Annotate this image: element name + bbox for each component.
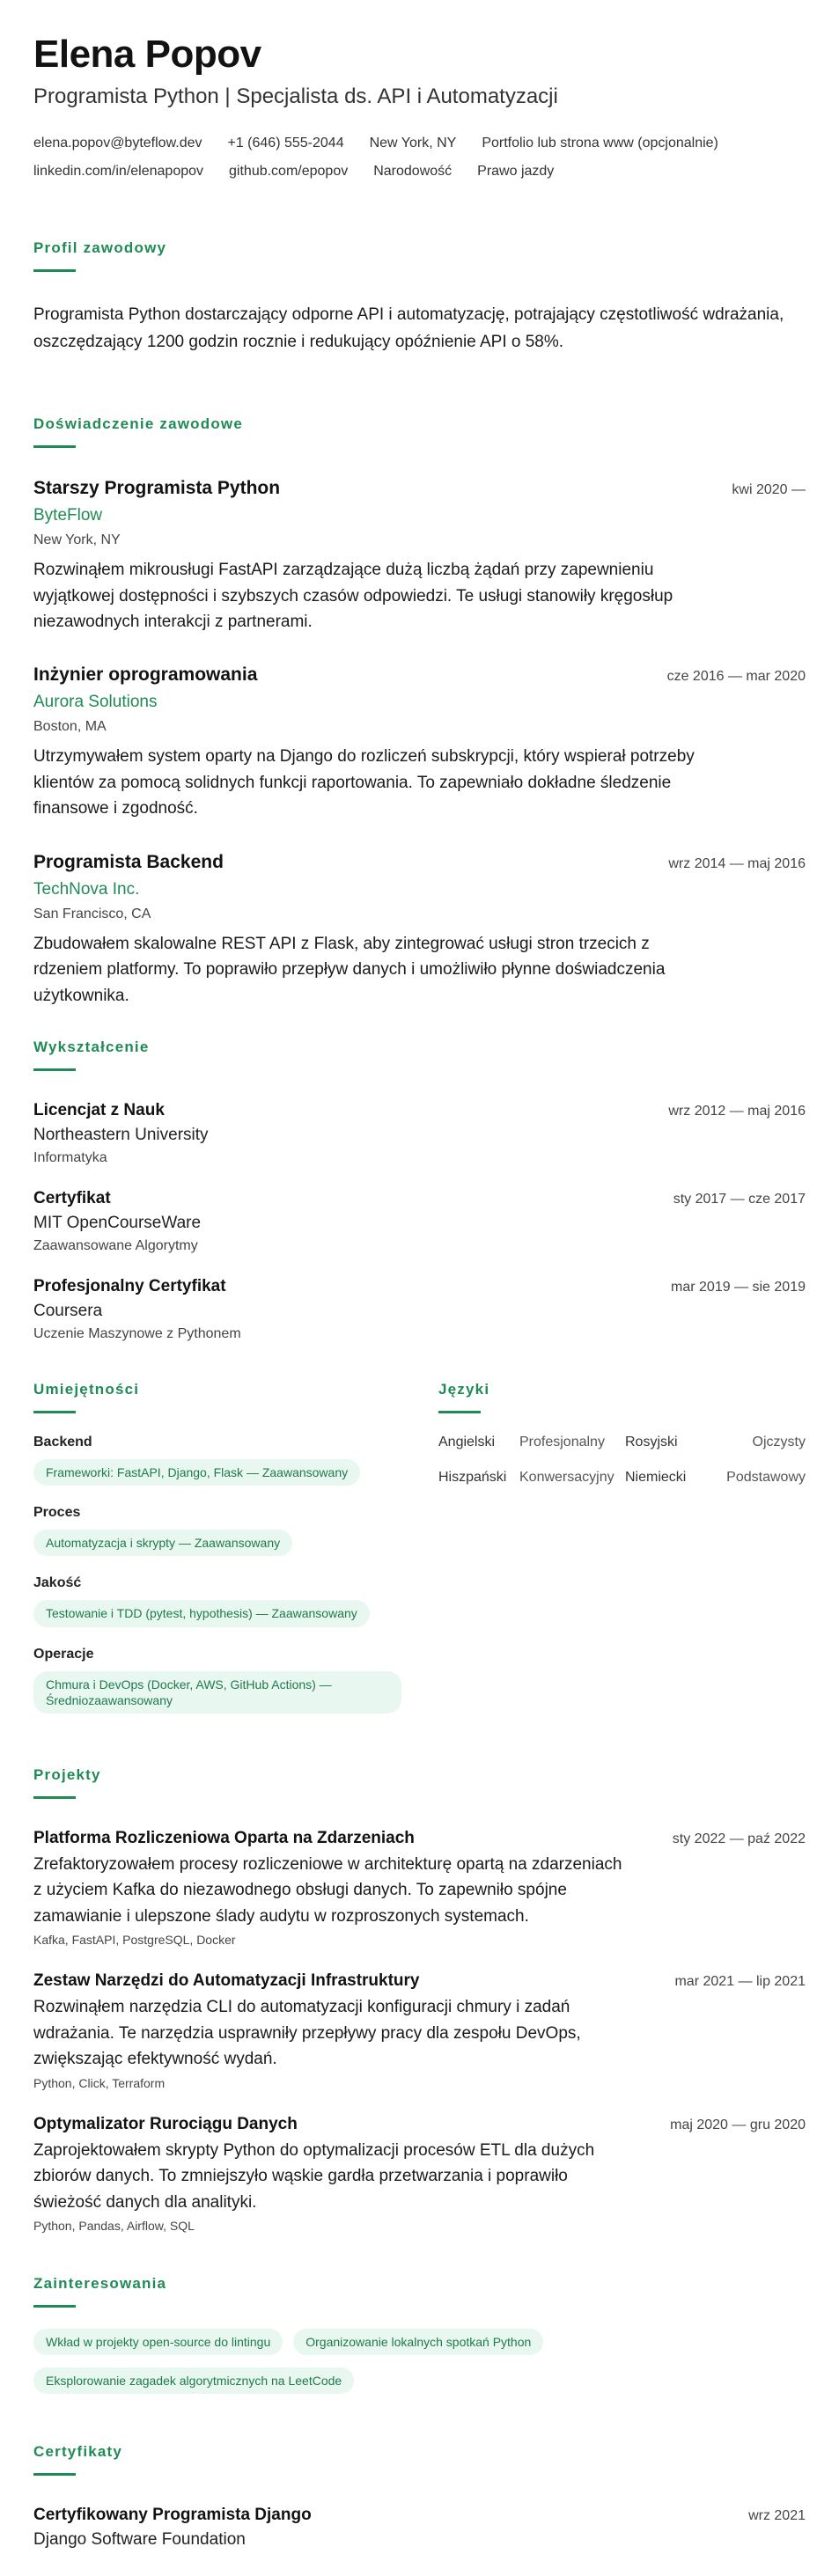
section-divider — [33, 445, 76, 448]
education-section — [33, 1038, 806, 1342]
skill-tag: Testowanie i TDD (pytest, hypothesis) — Zaawansowany — [33, 1600, 370, 1626]
job-title: Inżynier oprogramowania — [33, 664, 258, 686]
language-level: Konwersacyjny — [519, 1470, 615, 1486]
section-title: Języki — [438, 1381, 490, 1398]
project-date: maj 2020 — gru 2020 — [670, 2117, 806, 2132]
education-entry — [33, 1101, 806, 1166]
section-title: Wykształcenie — [33, 1038, 150, 1056]
experience-entry — [33, 478, 806, 635]
degree-title: Certyfikat — [33, 1189, 111, 1208]
section-title: Zainteresowania — [33, 2274, 167, 2292]
degree-title: Licencjat z Nauk — [33, 1101, 165, 1120]
interest-tag: Wkład w projekty open-source do lintingu — [33, 2329, 283, 2355]
contact-list — [33, 136, 806, 180]
skill-category: Proces — [33, 1505, 81, 1521]
project-name: Optymalizator Rurociągu Danych — [33, 2114, 298, 2133]
certificate-date: wrz 2021 — [748, 2508, 806, 2524]
project-entry — [33, 2115, 806, 2233]
job-location: San Francisco, CA — [33, 906, 151, 921]
interest-tag: Organizowanie lokalnych spotkań Python — [293, 2329, 543, 2355]
contact-location: New York, NY — [369, 136, 457, 151]
language-level: Ojczysty — [752, 1435, 806, 1450]
project-name: Platforma Rozliczeniowa Oparta na Zdarzeniach — [33, 1829, 415, 1848]
contact-github[interactable]: github.com/epopov — [229, 164, 349, 180]
language-name: Hiszpański — [438, 1470, 507, 1486]
interest-tag: Eksplorowanie zagadek algorytmicznych na LeetCode — [33, 2367, 354, 2394]
skill-category: Jakość — [33, 1575, 82, 1591]
skill-category: Backend — [33, 1435, 92, 1450]
profile-section — [33, 239, 806, 356]
study-field: Uczenie Maszynowe z Pythonem — [33, 1326, 241, 1342]
project-tech: Python, Pandas, Airflow, SQL — [33, 2218, 195, 2233]
job-date: wrz 2014 — maj 2016 — [668, 855, 806, 871]
job-company: TechNova Inc. — [33, 879, 140, 899]
language-name: Angielski — [438, 1435, 496, 1450]
experience-entry — [33, 852, 806, 1009]
education-entry — [33, 1277, 806, 1342]
section-title: Umiejętności — [33, 1381, 140, 1398]
skill-group — [33, 1575, 403, 1626]
skills-section — [33, 1381, 403, 1733]
certificate-issuer: Django Software Foundation — [33, 2530, 246, 2550]
section-title: Certyfikaty — [33, 2443, 123, 2461]
candidate-headline: Programista Python | Specjalista ds. API i Automatyzacji — [33, 84, 558, 109]
skill-tag: Automatyzacja i skrypty — Zaawansowany — [33, 1530, 292, 1556]
education-date: mar 2019 — sie 2019 — [671, 1280, 806, 1295]
certificates-section — [33, 2443, 806, 2550]
job-date: kwi 2020 — — [732, 482, 806, 498]
job-location: Boston, MA — [33, 719, 107, 735]
language-name: Rosyjski — [625, 1435, 678, 1450]
job-location: New York, NY — [33, 532, 121, 548]
section-title: Profil zawodowy — [33, 239, 167, 257]
language-row — [438, 1470, 806, 1486]
project-entry — [33, 1971, 806, 2089]
project-name: Zestaw Narzędzi do Automatyzacji Infrastruktury — [33, 1971, 420, 1991]
language-row — [438, 1435, 806, 1450]
project-date: sty 2022 — paź 2022 — [672, 1831, 806, 1847]
section-divider — [33, 1796, 76, 1799]
experience-section — [33, 415, 806, 1009]
job-company: Aurora Solutions — [33, 693, 158, 712]
skill-tag: Frameworki: FastAPI, Django, Flask — Zaawansowany — [33, 1459, 360, 1486]
interest-list — [33, 2329, 650, 2394]
skills-languages-row — [33, 1381, 806, 1733]
language-level: Podstawowy — [726, 1470, 806, 1486]
job-title: Starszy Programista Python — [33, 478, 281, 499]
project-description: Zrefaktoryzowałem procesy rozliczeniowe w architekturę opartą na zdarzeniach z użyciem Kafka do niezawodnego obsługi danych. To zapewniło spójne zamawianie i ulepszone ślady audytu w rozproszonych systemach. — [33, 1855, 622, 1926]
certificate-name: Certyfikowany Programista Django — [33, 2506, 312, 2525]
skill-group — [33, 1435, 403, 1486]
section-divider — [33, 2305, 76, 2308]
contact-email[interactable]: elena.popov@byteflow.dev — [33, 136, 202, 151]
project-entry — [33, 1829, 806, 1947]
section-divider — [33, 269, 76, 272]
skill-group — [33, 1647, 403, 1714]
resume-header — [33, 33, 806, 180]
job-company: ByteFlow — [33, 506, 103, 525]
interests-section — [33, 2275, 806, 2394]
section-divider — [33, 1068, 76, 1071]
section-divider — [33, 1411, 76, 1413]
skill-group — [33, 1505, 403, 1556]
skill-category: Operacje — [33, 1646, 94, 1662]
project-description: Rozwinąłem narzędzia CLI do automatyzacji konfiguracji chmury i zadań wdrażania. Te narzędzia usprawniły przepływy pracy dla zespołu DevOps, zwiększając efektywność wydań. — [33, 1998, 581, 2069]
job-description: Utrzymywałem system oparty na Django do rozliczeń subskrypcji, który wspierał potrzeby klientów za pomocą solidnych funkcji raportowania. To zapewniało dokładne śledzenie finansowe i zgodność. — [33, 747, 695, 818]
education-date: sty 2017 — cze 2017 — [673, 1192, 806, 1207]
section-divider — [33, 2473, 76, 2476]
school-name: Coursera — [33, 1302, 103, 1321]
project-description: Zaprojektowałem skrypty Python do optymalizacji procesów ETL dla dużych zbiorów danych. To zmniejszyło wąskie gardła przetwarzania i poprawiło świeżość danych dla analityki. — [33, 2140, 595, 2212]
education-entry — [33, 1189, 806, 1254]
project-tech: Kafka, FastAPI, PostgreSQL, Docker — [33, 1933, 236, 1948]
contact-linkedin[interactable]: linkedin.com/in/elenapopov — [33, 164, 204, 180]
contact-portfolio[interactable]: Portfolio lub strona www (opcjonalnie) — [482, 136, 718, 151]
school-name: MIT OpenCourseWare — [33, 1214, 202, 1233]
degree-title: Profesjonalny Certyfikat — [33, 1277, 226, 1296]
job-description: Zbudowałem skalowalne REST API z Flask, aby zintegrować usługi stron trzecich z rdzeniem platformy. To poprawiło przepływ danych i umożliwiło płynne doświadczenia użytkownika. — [33, 934, 666, 1005]
section-title: Projekty — [33, 1766, 101, 1784]
school-name: Northeastern University — [33, 1126, 209, 1145]
language-level: Profesjonalny — [519, 1435, 605, 1450]
profile-summary: Programista Python dostarczający odporne API i automatyzację, potrajający częstotliwość wdrażania, oszczędzający 1200 godzin rocznie i redukujący opóźnienie API o 58%. — [33, 305, 784, 351]
study-field: Zaawansowane Algorytmy — [33, 1238, 198, 1254]
skill-tag: Chmura i DevOps (Docker, AWS, GitHub Actions) — Średniozaawansowany — [33, 1671, 401, 1714]
certificate-entry — [33, 2506, 806, 2550]
candidate-name: Elena Popov — [33, 33, 261, 76]
education-date: wrz 2012 — maj 2016 — [668, 1104, 806, 1119]
language-name: Niemiecki — [625, 1470, 687, 1486]
project-date: mar 2021 — lip 2021 — [674, 1974, 806, 1990]
languages-section — [438, 1381, 806, 1733]
contact-nationality: Narodowość — [373, 164, 453, 180]
contact-driving-license: Prawo jazdy — [477, 164, 555, 180]
job-date: cze 2016 — mar 2020 — [666, 669, 806, 685]
study-field: Informatyka — [33, 1150, 107, 1166]
section-divider — [438, 1411, 481, 1413]
section-title: Doświadczenie zawodowe — [33, 415, 244, 433]
job-description: Rozwinąłem mikrousługi FastAPI zarządzające dużą liczbą żądań przy zapewnieniu wyjątkowej dostępności i szybszych czasów odpowiedzi. Te usługi stanowiły kręgosłup niezawodnych interakcji z partnerami. — [33, 561, 673, 632]
contact-phone[interactable]: +1 (646) 555-2044 — [227, 136, 344, 151]
projects-section — [33, 1766, 806, 2233]
experience-entry — [33, 664, 806, 821]
job-title: Programista Backend — [33, 851, 224, 872]
project-tech: Python, Click, Terraform — [33, 2075, 166, 2090]
